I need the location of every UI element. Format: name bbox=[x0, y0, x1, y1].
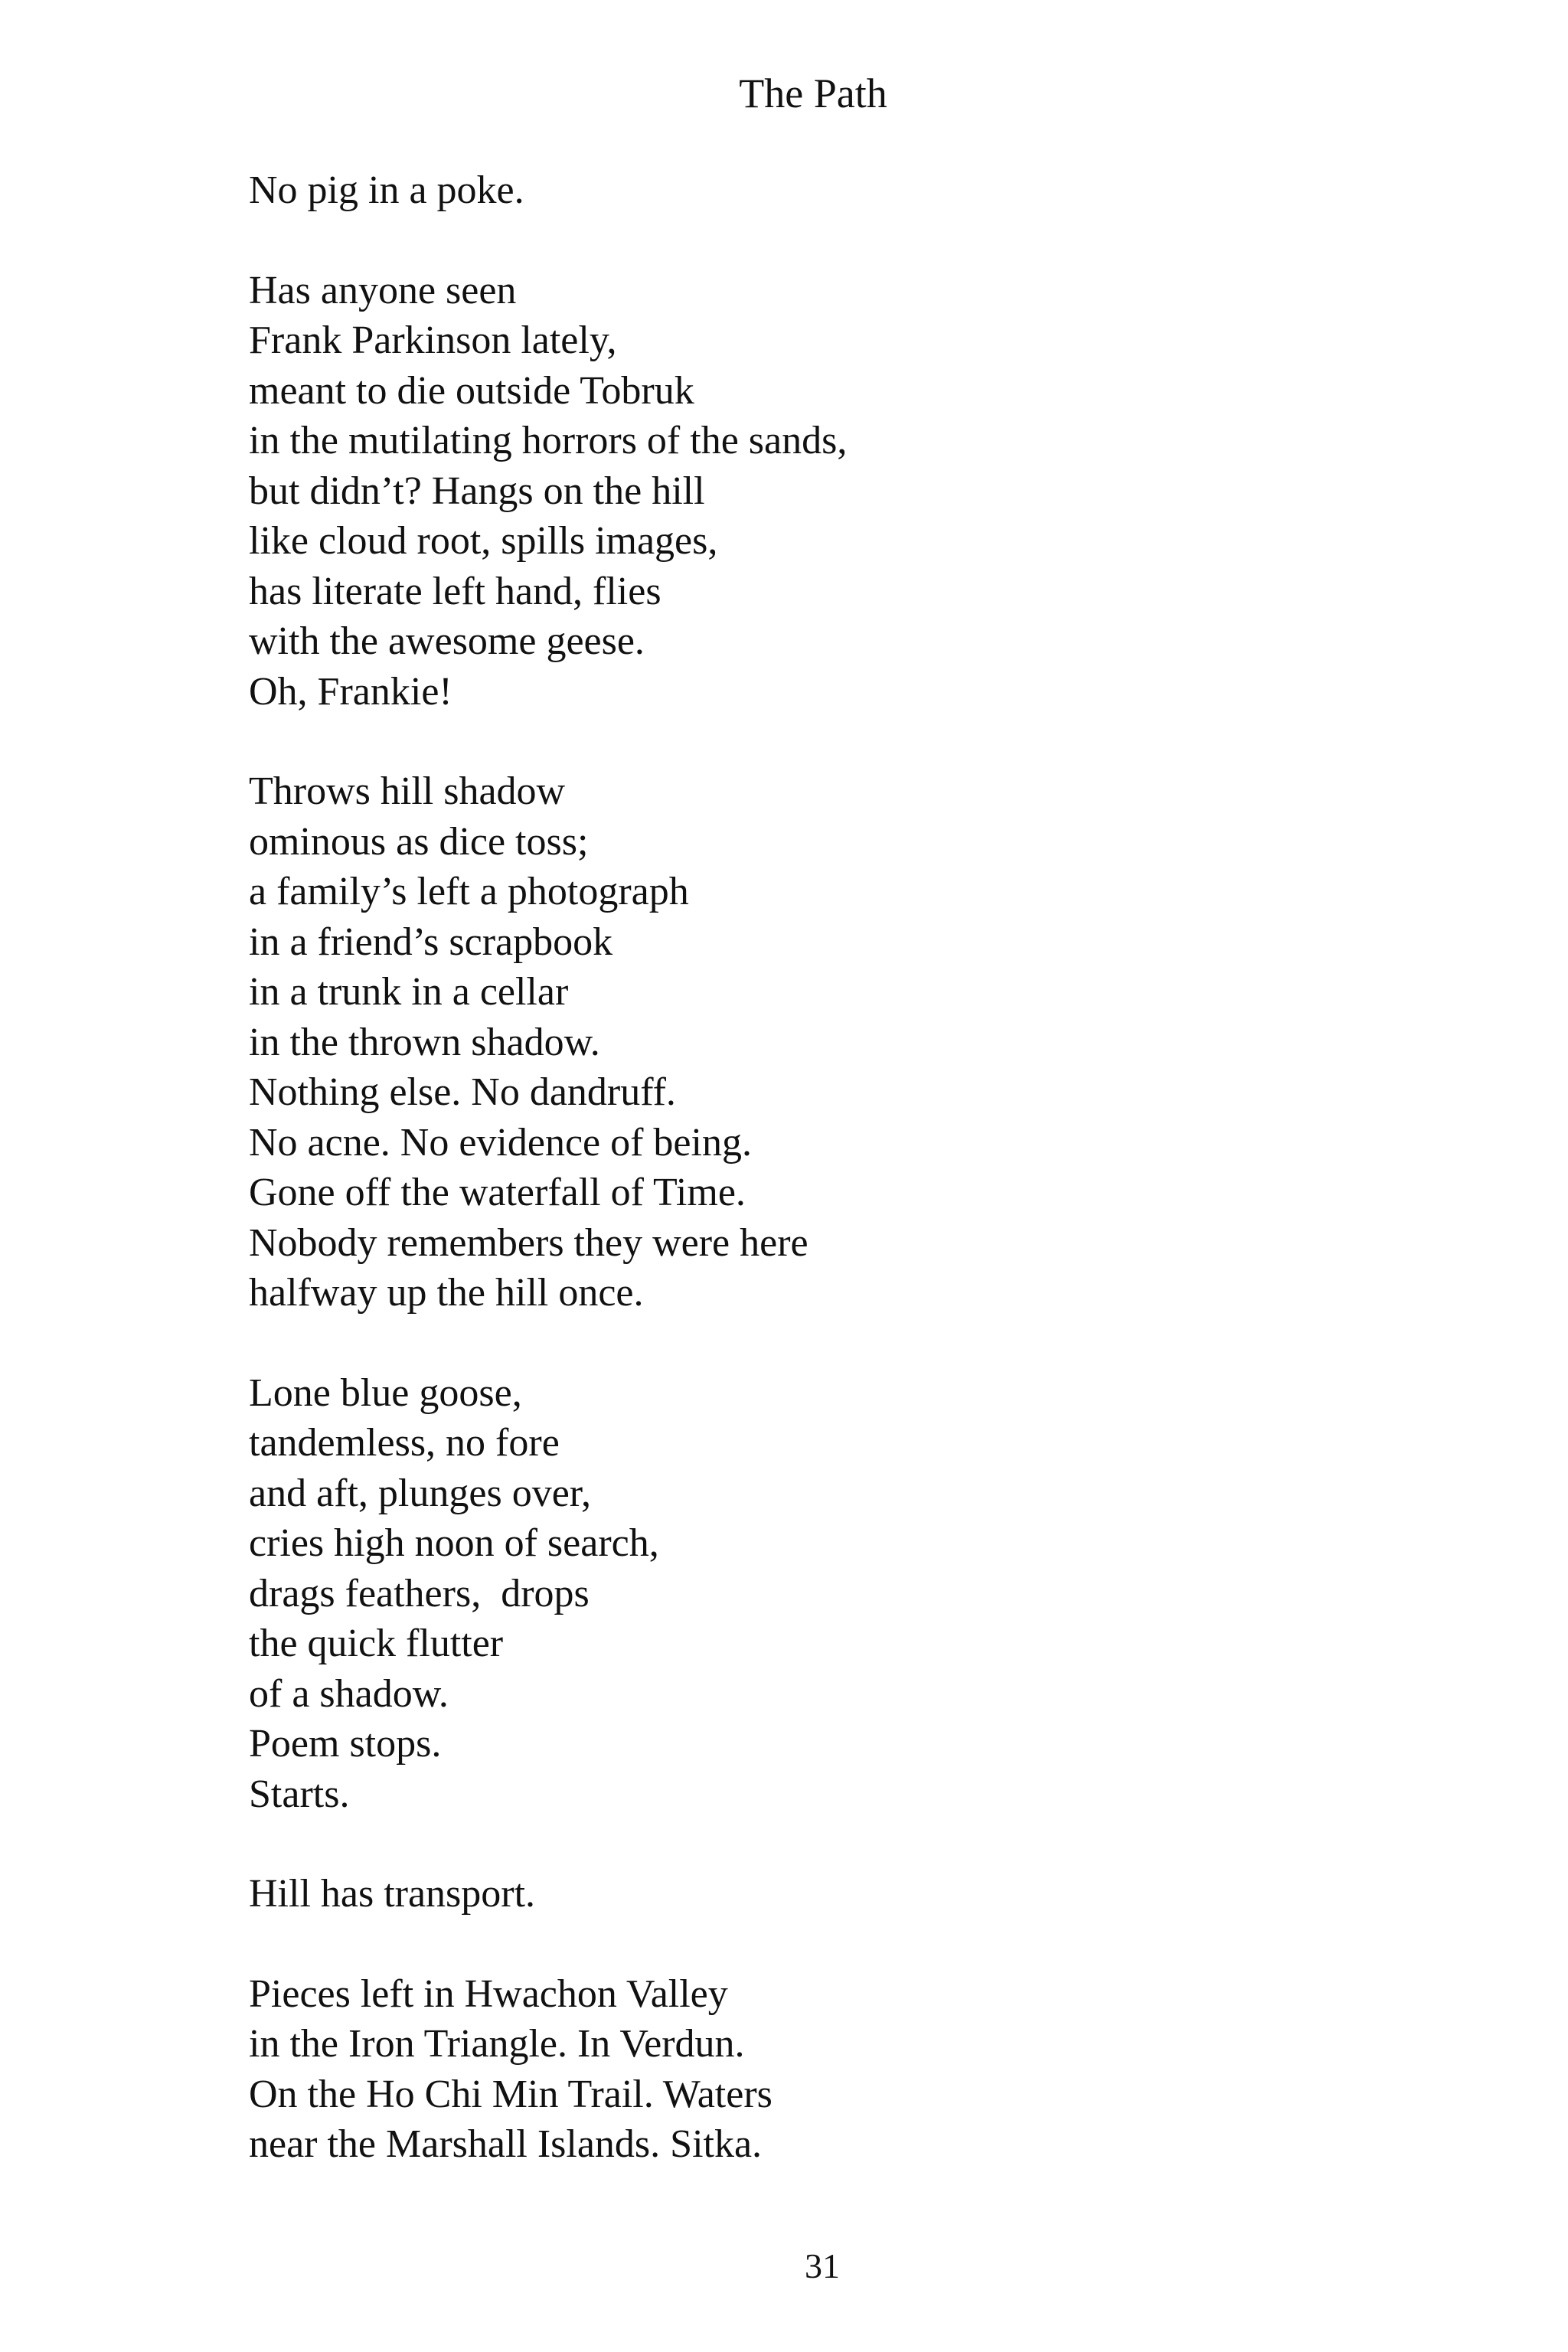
poem-line: with the awesome geese. bbox=[249, 619, 645, 663]
poem-line: in the mutilating horrors of the sands, bbox=[249, 419, 848, 462]
poem-line: in the thrown shadow. bbox=[249, 1020, 600, 1064]
page-number: 31 bbox=[805, 2246, 840, 2285]
poem-line: cries high noon of search, bbox=[249, 1521, 659, 1565]
poem-line: Starts. bbox=[249, 1772, 350, 1816]
stanza bbox=[249, 165, 1397, 216]
poem-line: in a trunk in a cellar bbox=[249, 970, 569, 1014]
poem-line: Hill has transport. bbox=[249, 1872, 536, 1916]
stanza bbox=[249, 766, 1397, 1318]
poem-line: has literate left hand, flies bbox=[249, 569, 662, 613]
poem-line: halfway up the hill once. bbox=[249, 1271, 644, 1315]
poem-line: Oh, Frankie! bbox=[249, 669, 452, 714]
poem-line: in a friend’s scrapbook bbox=[249, 920, 613, 964]
poem-line: of a shadow. bbox=[249, 1671, 449, 1716]
poem-line: like cloud root, spills images, bbox=[249, 519, 718, 563]
poem-line: Throws hill shadow bbox=[249, 769, 566, 813]
poem-line: a family’s left a photograph bbox=[249, 870, 689, 913]
poem-line: Lone blue goose, bbox=[249, 1370, 522, 1415]
poem-line: ominous as dice toss; bbox=[249, 819, 589, 864]
stanza bbox=[249, 266, 1397, 717]
poem-line: Pieces left in Hwachon Valley bbox=[249, 1971, 728, 2016]
poem-line: Has anyone seen bbox=[249, 268, 517, 312]
poem-body bbox=[249, 165, 1397, 2170]
stanza bbox=[249, 1969, 1397, 2170]
page-title: The Path bbox=[739, 70, 887, 116]
poem-line: but didn’t? Hangs on the hill bbox=[249, 469, 705, 513]
poem-line: drags feathers, drops bbox=[249, 1571, 590, 1615]
poem-line: Gone off the waterfall of Time. bbox=[249, 1171, 746, 1214]
stanza bbox=[249, 1368, 1397, 1820]
poem-line: tandemless, no fore bbox=[249, 1421, 560, 1465]
poem-line: in the Iron Triangle. In Verdun. bbox=[249, 2022, 745, 2066]
poem-line: and aft, plunges over, bbox=[249, 1471, 592, 1515]
poem-line: Poem stops. bbox=[249, 1722, 442, 1766]
poem-line: Nothing else. No dandruff. bbox=[249, 1070, 676, 1114]
poem-line: Nobody remembers they were here bbox=[249, 1220, 808, 1265]
poem-line: the quick flutter bbox=[249, 1622, 504, 1665]
poem-line: No acne. No evidence of being. bbox=[249, 1120, 752, 1165]
poem-line: No pig in a poke. bbox=[249, 168, 524, 212]
stanza bbox=[249, 1869, 1397, 1919]
poem-line: near the Marshall Islands. Sitka. bbox=[249, 2122, 763, 2166]
poem-line: meant to die outside Tobruk bbox=[249, 368, 694, 413]
poem-line: On the Ho Chi Min Trail. Waters bbox=[249, 2072, 773, 2116]
poem-line: Frank Parkinson lately, bbox=[249, 318, 617, 362]
